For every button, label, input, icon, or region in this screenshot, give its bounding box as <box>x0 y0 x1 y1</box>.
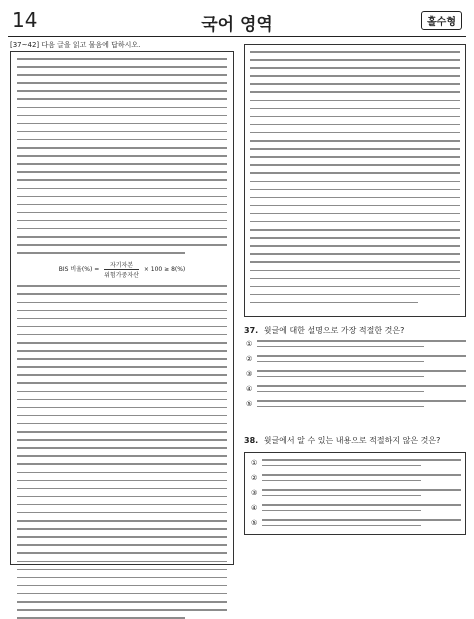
form-type-badge: 홀수형 <box>421 11 462 30</box>
answer-option[interactable]: ④ <box>251 504 461 515</box>
question-number: 38. <box>244 436 259 445</box>
right-column <box>244 40 466 565</box>
reading-passage-box <box>10 51 234 565</box>
formula-rhs: × 100 ≥ 8(%) <box>143 266 186 274</box>
passage-text <box>11 52 233 254</box>
answer-option[interactable]: ① <box>246 340 466 351</box>
answer-option[interactable]: ⑤ <box>246 400 466 411</box>
passage-continuation-box <box>244 44 466 317</box>
bis-ratio-formula: BIS 비율(%) = $\frac{\text{자기자본}}{\text{위험가중자산}}$ × 100 ≥ 8(%) <box>58 262 186 280</box>
question-prompt: 윗글에서 알 수 있는 내용으로 적절하지 않은 것은? <box>263 436 441 445</box>
formula-lhs: BIS 비율(%) <box>58 266 93 274</box>
answer-option[interactable]: ⑤ <box>251 519 461 530</box>
answer-option[interactable]: ② <box>246 355 466 366</box>
question-38 <box>244 435 466 535</box>
answer-option[interactable]: ② <box>251 474 461 485</box>
answer-option[interactable]: ① <box>251 459 461 470</box>
formula-fraction <box>104 260 139 279</box>
question-number: 37. <box>244 326 259 335</box>
page-header <box>8 6 466 37</box>
formula-numerator: 자기자본 <box>104 260 139 270</box>
passage-continuation-text <box>250 51 460 303</box>
answer-option[interactable]: ③ <box>246 370 466 381</box>
passage-instructions: [37~42] 다음 글을 읽고 물음에 답하시오. <box>10 41 141 49</box>
answer-option[interactable]: ④ <box>246 385 466 396</box>
question-37 <box>244 325 466 411</box>
page-number: 14 <box>12 8 38 32</box>
question-prompt: 윗글에 대한 설명으로 가장 적절한 것은? <box>263 326 405 335</box>
subject-title: 국어 영역 <box>201 15 273 35</box>
formula-denominator: 위험가중자산 <box>104 272 139 280</box>
options-box <box>244 452 466 535</box>
passage-text-continued <box>11 285 233 618</box>
answer-option[interactable]: ③ <box>251 489 461 500</box>
